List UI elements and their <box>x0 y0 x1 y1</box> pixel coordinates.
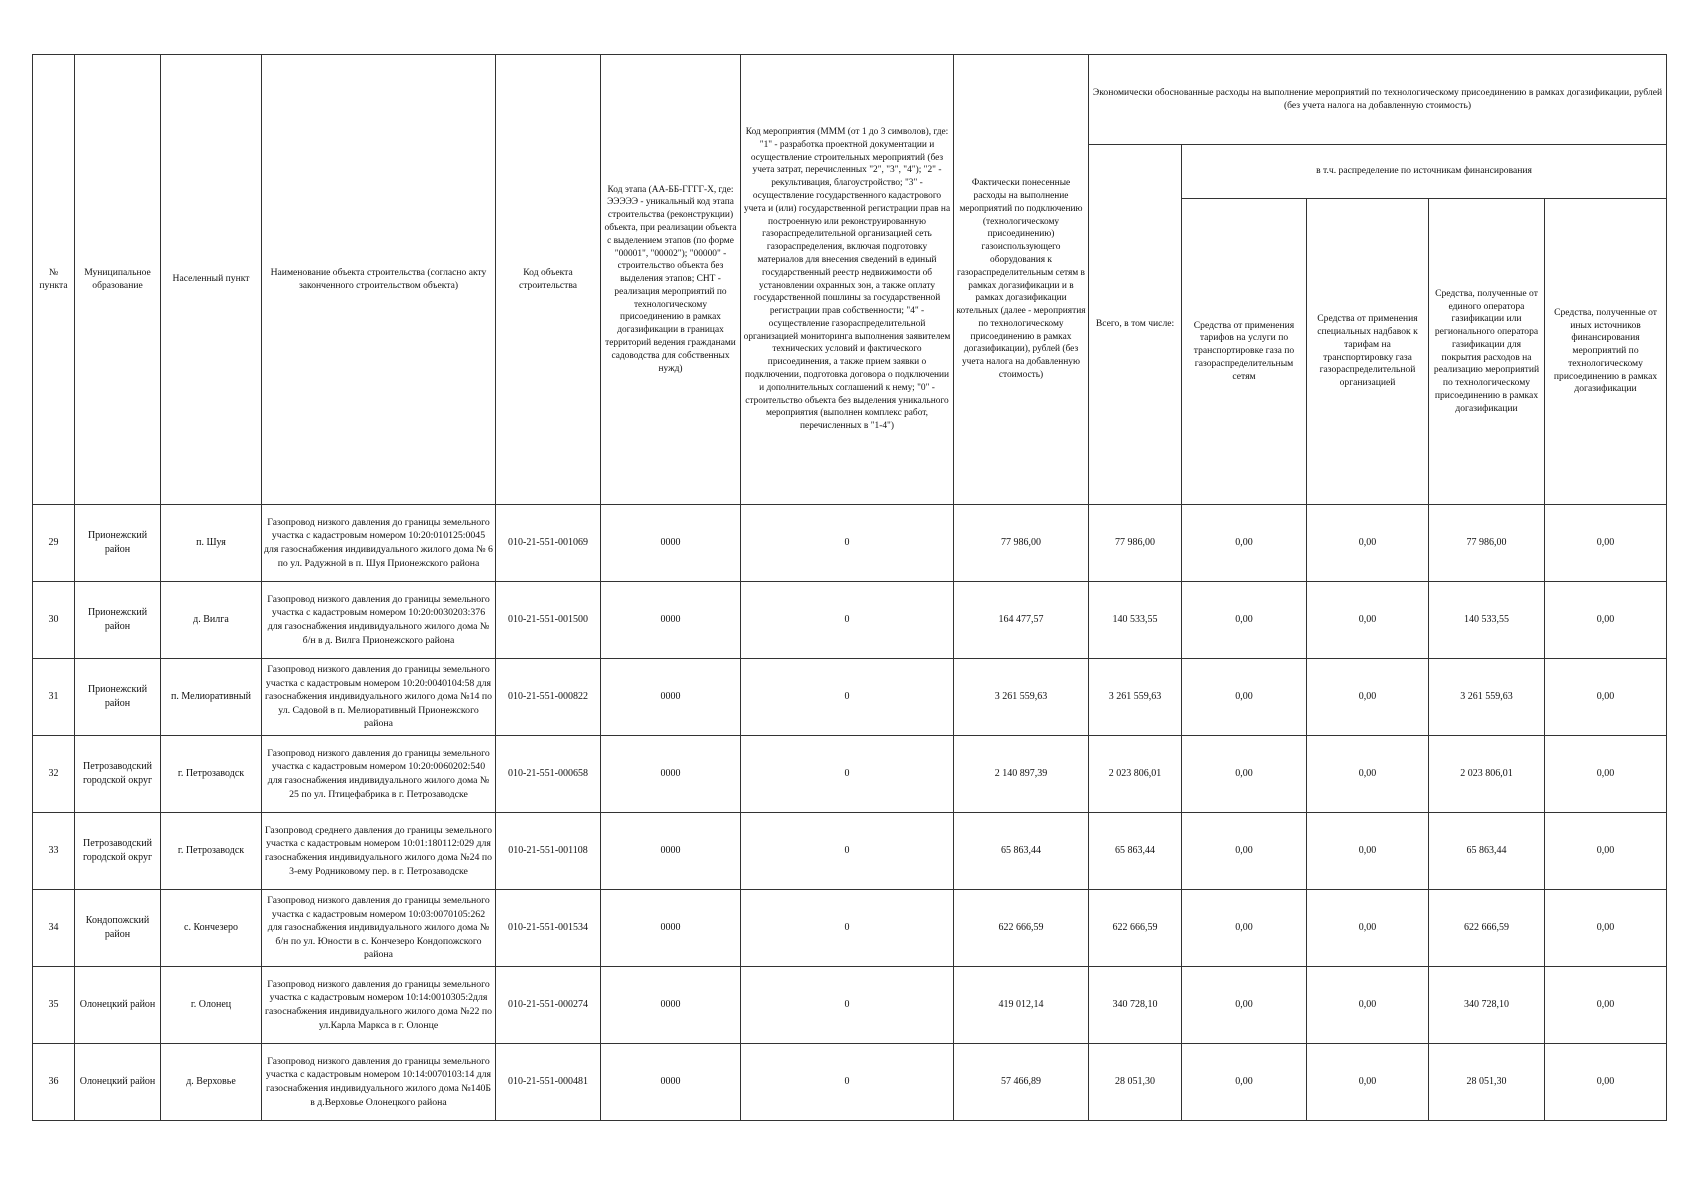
cell-stage-code: 0000 <box>601 582 741 659</box>
cell-municipality: Прионежский район <box>75 582 161 659</box>
cell-object-name: Газопровод низкого давления до границы земельного участка с кадастровым номером 10:14:0070103:14 для газоснабжения индивидуального жилого дома №140Б в д.Верховье Олонецкого района <box>262 1044 496 1121</box>
cell-actual-costs: 622 666,59 <box>954 890 1089 967</box>
cell-actual-costs: 3 261 559,63 <box>954 659 1089 736</box>
table-body <box>33 505 1667 1121</box>
cell-object-code: 010-21-551-000822 <box>496 659 601 736</box>
cell-activity-code: 0 <box>741 736 954 813</box>
cell-municipality: Прионежский район <box>75 659 161 736</box>
cell-locality: г. Олонец <box>161 967 262 1044</box>
document-page <box>32 54 1667 1121</box>
table-row <box>33 505 1667 582</box>
cell-src-tariffs: 0,00 <box>1182 890 1307 967</box>
table-row <box>33 813 1667 890</box>
cell-num: 34 <box>33 890 75 967</box>
table-row <box>33 1044 1667 1121</box>
cell-locality: с. Кончезеро <box>161 890 262 967</box>
cell-object-code: 010-21-551-000274 <box>496 967 601 1044</box>
cell-activity-code: 0 <box>741 505 954 582</box>
cell-activity-code: 0 <box>741 890 954 967</box>
gasification-costs-table <box>32 54 1667 1121</box>
header-src-surcharges: Средства от применения специальных надбавок к тарифам на транспортировку газа газораспределительной организацией <box>1307 199 1429 505</box>
cell-src-tariffs: 0,00 <box>1182 967 1307 1044</box>
cell-object-name: Газопровод низкого давления до границы земельного участка с кадастровым номером 10:20:010125:0045 для газоснабжения индивидуального жилого дома № 6 по ул. Радужной в п. Шуя Прионежского района <box>262 505 496 582</box>
table-row <box>33 736 1667 813</box>
cell-object-name: Газопровод низкого давления до границы земельного участка с кадастровым номером 10:03:0070105:262 для газоснабжения индивидуального жилого дома № б/н по ул. Юности в с. Кончезеро Кондопожского района <box>262 890 496 967</box>
cell-activity-code: 0 <box>741 1044 954 1121</box>
header-num: № пункта <box>33 55 75 505</box>
cell-object-code: 010-21-551-000481 <box>496 1044 601 1121</box>
cell-src-surcharges: 0,00 <box>1307 967 1429 1044</box>
header-src-other: Средства, полученные от иных источников финансирования мероприятий по технологическому присоединению в рамках догазификации <box>1545 199 1667 505</box>
cell-num: 32 <box>33 736 75 813</box>
cell-num: 36 <box>33 1044 75 1121</box>
cell-stage-code: 0000 <box>601 813 741 890</box>
header-src-operator: Средства, полученные от единого оператора газификации или регионального оператора газификации для покрытия расходов на реализацию мероприятий по технологическому присоединению в рамках догазификации <box>1429 199 1545 505</box>
cell-total: 65 863,44 <box>1089 813 1182 890</box>
cell-object-code: 010-21-551-000658 <box>496 736 601 813</box>
cell-stage-code: 0000 <box>601 1044 741 1121</box>
cell-stage-code: 0000 <box>601 659 741 736</box>
table-row <box>33 890 1667 967</box>
header-object-name: Наименование объекта строительства (согласно акту законченного строительством объекта) <box>262 55 496 505</box>
cell-total: 28 051,30 <box>1089 1044 1182 1121</box>
header-sources-group: в т.ч. распределение по источникам финансирования <box>1182 145 1667 199</box>
cell-src-operator: 28 051,30 <box>1429 1044 1545 1121</box>
cell-src-tariffs: 0,00 <box>1182 1044 1307 1121</box>
header-municipality: Муниципальное образование <box>75 55 161 505</box>
cell-src-operator: 340 728,10 <box>1429 967 1545 1044</box>
cell-total: 77 986,00 <box>1089 505 1182 582</box>
cell-src-other: 0,00 <box>1545 736 1667 813</box>
cell-total: 340 728,10 <box>1089 967 1182 1044</box>
cell-object-code: 010-21-551-001108 <box>496 813 601 890</box>
cell-src-operator: 3 261 559,63 <box>1429 659 1545 736</box>
cell-activity-code: 0 <box>741 659 954 736</box>
cell-src-surcharges: 0,00 <box>1307 1044 1429 1121</box>
header-stage-code: Код этапа (АА-ББ-ГГГГ-Х, где: ЭЭЭЭЭ - уникальный код этапа строительства (реконструкции) объекта, при реализации объекта с выделением этапов (по форме "00001", "00002"); "00000" - строительство объекта без выделения этапов; СНТ - реализация мероприятий по технологическому присоединению в рамках догазификации в границах территорий ведения гражданами садоводства для собственных нужд) <box>601 55 741 505</box>
cell-src-operator: 2 023 806,01 <box>1429 736 1545 813</box>
header-locality: Населенный пункт <box>161 55 262 505</box>
header-activity-code: Код мероприятия (МММ (от 1 до 3 символов), где: "1" - разработка проектной документации и осуществление строительных мероприятий (без учета затрат, перечисленных "2", "3", "4"); "2" - рекультивация, благоустройство; "3" - осуществление государственного кадастрового учета и (или) государственной регистрации прав на построенную или реконструированную газораспределительной организацией сеть газораспределения, включая подготовку материалов для внесения сведений в единый государственный реестр недвижимости об установлении охранных зон, а также оплату государственной пошлины за государственной регистрации прав собственности; "4" - осуществление газораспределительной организацией мониторинга выполнения заявителем технических условий и фактического присоединения, а также прием заявки о подключении, подготовка договора о подключении и дополнительных соглашений к нему; "0" - строительство объекта без выделения уникального мероприятия (выполнен комплекс работ, перечисленных в "1-4") <box>741 55 954 505</box>
cell-src-surcharges: 0,00 <box>1307 736 1429 813</box>
cell-total: 3 261 559,63 <box>1089 659 1182 736</box>
cell-stage-code: 0000 <box>601 505 741 582</box>
cell-src-operator: 77 986,00 <box>1429 505 1545 582</box>
cell-src-surcharges: 0,00 <box>1307 505 1429 582</box>
cell-src-operator: 622 666,59 <box>1429 890 1545 967</box>
cell-num: 33 <box>33 813 75 890</box>
cell-src-other: 0,00 <box>1545 813 1667 890</box>
cell-src-surcharges: 0,00 <box>1307 813 1429 890</box>
cell-object-code: 010-21-551-001069 <box>496 505 601 582</box>
cell-activity-code: 0 <box>741 582 954 659</box>
cell-src-operator: 140 533,55 <box>1429 582 1545 659</box>
table-row <box>33 967 1667 1044</box>
table-header <box>33 55 1667 505</box>
cell-src-other: 0,00 <box>1545 1044 1667 1121</box>
cell-locality: п. Мелиоративный <box>161 659 262 736</box>
cell-actual-costs: 77 986,00 <box>954 505 1089 582</box>
cell-municipality: Петрозаводский городской округ <box>75 813 161 890</box>
cell-locality: п. Шуя <box>161 505 262 582</box>
cell-src-surcharges: 0,00 <box>1307 890 1429 967</box>
cell-src-tariffs: 0,00 <box>1182 813 1307 890</box>
cell-stage-code: 0000 <box>601 967 741 1044</box>
cell-object-name: Газопровод низкого давления до границы земельного участка с кадастровым номером 10:20:0060202:540 для газоснабжения индивидуального жилого дома № 25 по ул. Птицефабрика в г. Петрозаводске <box>262 736 496 813</box>
cell-src-other: 0,00 <box>1545 967 1667 1044</box>
header-src-tariffs: Средства от применения тарифов на услуги по транспортировке газа по газораспределительным сетям <box>1182 199 1307 505</box>
header-total: Всего, в том числе: <box>1089 145 1182 505</box>
cell-actual-costs: 2 140 897,39 <box>954 736 1089 813</box>
cell-src-surcharges: 0,00 <box>1307 659 1429 736</box>
table-row <box>33 582 1667 659</box>
cell-municipality: Прионежский район <box>75 505 161 582</box>
cell-stage-code: 0000 <box>601 736 741 813</box>
cell-num: 30 <box>33 582 75 659</box>
cell-municipality: Кондопожский район <box>75 890 161 967</box>
cell-num: 29 <box>33 505 75 582</box>
cell-total: 140 533,55 <box>1089 582 1182 659</box>
cell-locality: г. Петрозаводск <box>161 813 262 890</box>
cell-municipality: Олонецкий район <box>75 967 161 1044</box>
cell-num: 35 <box>33 967 75 1044</box>
cell-activity-code: 0 <box>741 813 954 890</box>
cell-src-other: 0,00 <box>1545 890 1667 967</box>
header-object-code: Код объекта строительства <box>496 55 601 505</box>
cell-locality: г. Петрозаводск <box>161 736 262 813</box>
cell-src-tariffs: 0,00 <box>1182 582 1307 659</box>
cell-total: 2 023 806,01 <box>1089 736 1182 813</box>
header-econ-group: Экономически обоснованные расходы на выполнение мероприятий по технологическому присоединению в рамках догазификации, рублей (без учета налога на добавленную стоимость) <box>1089 55 1667 145</box>
cell-src-surcharges: 0,00 <box>1307 582 1429 659</box>
cell-total: 622 666,59 <box>1089 890 1182 967</box>
cell-locality: д. Вилга <box>161 582 262 659</box>
cell-src-operator: 65 863,44 <box>1429 813 1545 890</box>
cell-src-other: 0,00 <box>1545 582 1667 659</box>
cell-object-name: Газопровод низкого давления до границы земельного участка с кадастровым номером 10:20:0030203:376 для газоснабжения индивидуального жилого дома № б/н в д. Вилга Прионежского района <box>262 582 496 659</box>
cell-activity-code: 0 <box>741 967 954 1044</box>
cell-actual-costs: 164 477,57 <box>954 582 1089 659</box>
cell-object-code: 010-21-551-001500 <box>496 582 601 659</box>
cell-src-other: 0,00 <box>1545 505 1667 582</box>
cell-stage-code: 0000 <box>601 890 741 967</box>
cell-object-name: Газопровод низкого давления до границы земельного участка с кадастровым номером 10:14:0010305:2для газоснабжения индивидуального жилого дома №22 по ул.Карла Маркса в г. Олонце <box>262 967 496 1044</box>
cell-num: 31 <box>33 659 75 736</box>
table-row <box>33 659 1667 736</box>
cell-src-tariffs: 0,00 <box>1182 505 1307 582</box>
cell-municipality: Петрозаводский городской округ <box>75 736 161 813</box>
cell-src-tariffs: 0,00 <box>1182 659 1307 736</box>
cell-actual-costs: 57 466,89 <box>954 1044 1089 1121</box>
cell-src-tariffs: 0,00 <box>1182 736 1307 813</box>
header-actual-costs: Фактически понесенные расходы на выполнение мероприятий по подключению (технологическому присоединению) газоиспользующего оборудования к газораспределительным сетям в рамках догазификации и в рамках догазификации котельных (далее - мероприятия по технологическому присоединению в рамках догазификации), рублей (без учета налога на добавленную стоимость) <box>954 55 1089 505</box>
cell-actual-costs: 419 012,14 <box>954 967 1089 1044</box>
cell-municipality: Олонецкий район <box>75 1044 161 1121</box>
cell-object-name: Газопровод среднего давления до границы земельного участка с кадастровым номером 10:01:180112:029 для газоснабжения индивидуального жилого дома №24 по 3-ему Родниковому пер. в г. Петрозаводске <box>262 813 496 890</box>
cell-locality: д. Верховье <box>161 1044 262 1121</box>
cell-src-other: 0,00 <box>1545 659 1667 736</box>
cell-actual-costs: 65 863,44 <box>954 813 1089 890</box>
cell-object-code: 010-21-551-001534 <box>496 890 601 967</box>
cell-object-name: Газопровод низкого давления до границы земельного участка с кадастровым номером 10:20:0040104:58 для газоснабжения индивидуального жилого дома №14 по ул. Садовой в п. Мелиоративный Прионежского района <box>262 659 496 736</box>
